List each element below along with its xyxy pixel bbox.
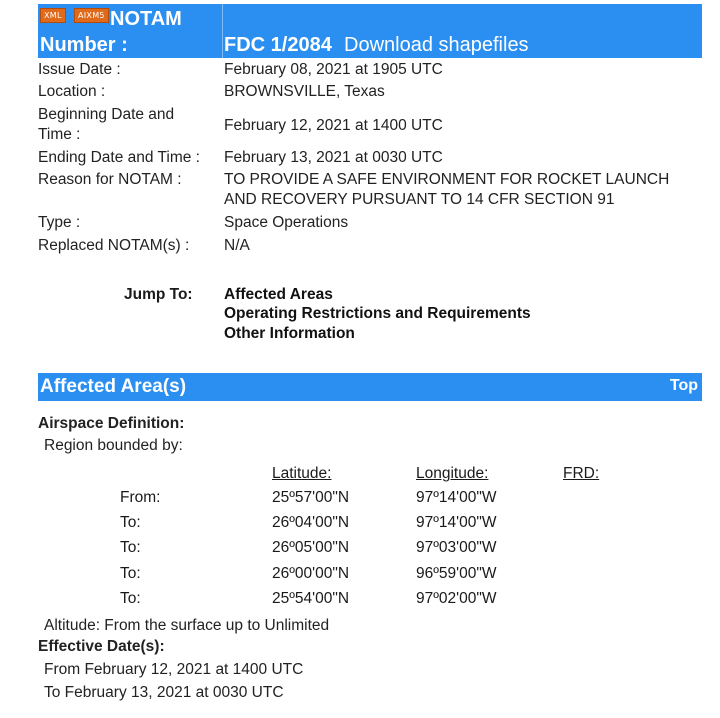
type-value: Space Operations xyxy=(224,214,349,231)
top-link[interactable]: Top xyxy=(669,377,698,394)
reason-value: TO PROVIDE A SAFE ENVIRONMENT FOR ROCKET LAUNCH AND RECOVERY PURSUANT TO 14 CFR SECTION 91 xyxy=(224,171,670,208)
effective-to-text: To February 13, 2021 at 0030 UTC xyxy=(44,684,284,701)
effective-dates-label: Effective Date(s): xyxy=(38,638,165,655)
effective-from-text: From February 12, 2021 at 1400 UTC xyxy=(44,661,304,678)
affected-areas-title: Affected Area(s) xyxy=(40,376,187,397)
longitude-column-header: Longitude: xyxy=(416,465,489,482)
point-longitude: 97º03'00"W xyxy=(416,539,497,556)
reason-label: Reason for NOTAM : xyxy=(38,171,182,188)
point-longitude: 96º59'00"W xyxy=(416,565,497,582)
point-latitude: 25º54'00"N xyxy=(272,590,350,607)
beginning-date-value: February 12, 2021 at 1400 UTC xyxy=(224,117,443,134)
point-longitude: 97º02'00"W xyxy=(416,590,497,607)
xml-badge[interactable]: XML xyxy=(40,8,66,23)
replaced-notam-label: Replaced NOTAM(s) : xyxy=(38,237,190,254)
ending-date-label: Ending Date and Time : xyxy=(38,149,200,166)
altitude-text: Altitude: From the surface up to Unlimited xyxy=(44,617,330,634)
jump-operating-restrictions-link[interactable]: Operating Restrictions and Requirements xyxy=(224,305,531,322)
point-latitude: 25º57'00"N xyxy=(272,489,350,506)
aixm5-badge[interactable]: AIXM5 xyxy=(74,8,109,23)
region-bounded-label: Region bounded by: xyxy=(44,437,183,454)
airspace-definition-label: Airspace Definition: xyxy=(38,415,185,432)
ending-date-value: February 13, 2021 at 0030 UTC xyxy=(224,149,443,166)
download-shapefiles-link[interactable]: Download shapefiles xyxy=(344,34,529,56)
location-label: Location : xyxy=(38,83,106,100)
frd-column-header: FRD: xyxy=(563,465,600,482)
header-divider xyxy=(222,4,223,58)
jump-to-label: Jump To: xyxy=(124,286,193,303)
point-label: To: xyxy=(120,590,141,607)
notam-header xyxy=(38,4,702,58)
type-label: Type : xyxy=(38,214,81,231)
point-longitude: 97º14'00"W xyxy=(416,514,497,531)
notam-number: FDC 1/2084 xyxy=(224,34,332,56)
issue-date-label: Issue Date : xyxy=(38,61,121,78)
point-label: To: xyxy=(120,539,141,556)
point-latitude: 26º00'00"N xyxy=(272,565,350,582)
notam-label: NOTAM xyxy=(110,8,182,30)
point-longitude: 97º14'00"W xyxy=(416,489,497,506)
point-label: From: xyxy=(120,489,161,506)
point-label: To: xyxy=(120,565,141,582)
affected-areas-header xyxy=(38,373,702,401)
issue-date-value: February 08, 2021 at 1905 UTC xyxy=(224,61,443,78)
point-latitude: 26º05'00"N xyxy=(272,539,350,556)
number-label: Number : xyxy=(40,34,128,56)
point-latitude: 26º04'00"N xyxy=(272,514,350,531)
location-value: BROWNSVILLE, Texas xyxy=(224,83,385,100)
replaced-notam-value: N/A xyxy=(224,237,250,254)
jump-affected-areas-link[interactable]: Affected Areas xyxy=(224,286,333,303)
jump-other-information-link[interactable]: Other Information xyxy=(224,325,355,342)
beginning-date-label: Beginning Date and Time : xyxy=(38,106,175,143)
latitude-column-header: Latitude: xyxy=(272,465,332,482)
point-label: To: xyxy=(120,514,141,531)
